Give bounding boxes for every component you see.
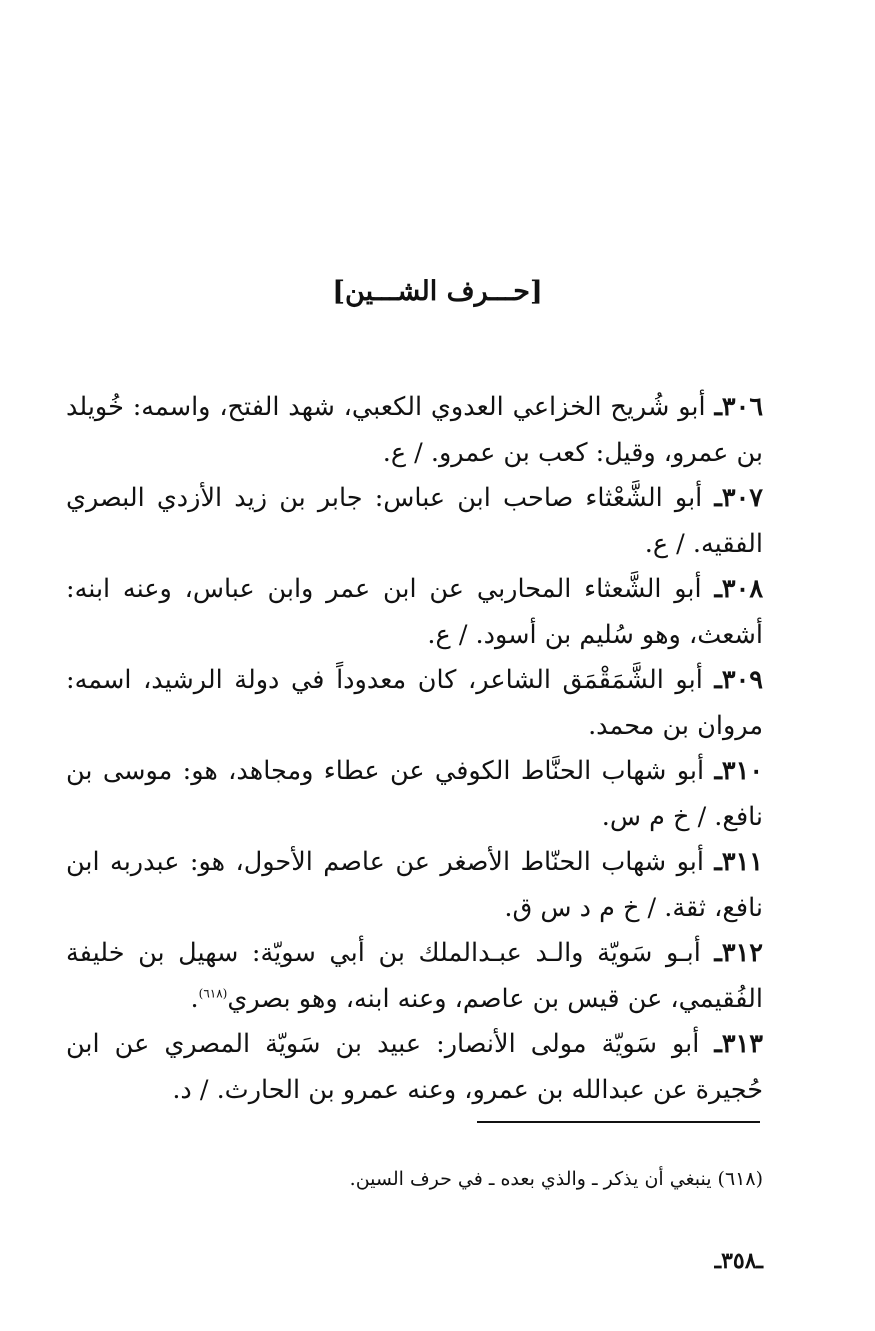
entry (66, 1022, 763, 1113)
entry-text: أبو الشَّعثاء المحاربي عن ابن عمر وابن عباس، وعنه ابنه: أشعث، وهو سُليم بن أسود. / ع. (66, 574, 763, 650)
page-number: ـ٣٥٨ـ (714, 1248, 763, 1274)
entry (66, 567, 763, 658)
entry-number: ٣١٢ـ (714, 938, 763, 968)
entry-number: ٣٠٨ـ (714, 574, 764, 604)
footnote: (٦١٨) ينبغي أن يذكر ـ والذي بعده ـ في حرف السين. (349, 1168, 763, 1190)
entry (66, 658, 763, 749)
entry-number: ٣٠٩ـ (714, 665, 763, 695)
entry-number: ٣١٠ـ (714, 756, 764, 786)
entry-text: أبو سَويّة مولى الأنصار: عبيد بن سَويّة المصري عن ابن حُجيرة عن عبدالله بن عمرو، وعنه عمرو بن الحارث. / د. (66, 1029, 763, 1105)
entry-text: أبو شهاب الحنّاط الأصغر عن عاصم الأحول، هو: عبدربه ابن نافع، ثقة. / خ م د س ق. (66, 847, 763, 923)
entry (66, 385, 763, 476)
entry (66, 840, 763, 931)
footnote-divider (477, 1121, 760, 1123)
entry (66, 749, 763, 840)
entry-text: أبو الشَّعْثاء صاحب ابن عباس: جابر بن زيد الأزدي البصري الفقيه. / ع. (66, 483, 763, 559)
entry (66, 931, 763, 1022)
entry-number: ٣٠٦ـ (714, 392, 764, 422)
entry-text: أبـو سَويّة والـد عبـدالملك بن أبي سويّة: سهيل بن خليفة الفُقيمي، عن قيس بن عاصم، وعنه ابنه، وهو بصري (66, 938, 763, 1014)
entry (66, 476, 763, 567)
entry-number: ٣١٣ـ (714, 1029, 763, 1059)
entries-list (66, 385, 763, 1113)
entry-tail: . (190, 983, 199, 1014)
entry-text: أبو شُريح الخزاعي العدوي الكعبي، شهد الفتح، واسمه: خُويلد بن عمرو، وقيل: كعب بن عمرو. / ع. (66, 392, 763, 468)
footnote-reference: (٦١٨) (198, 986, 228, 1000)
entry-text: أبو شهاب الحنَّاط الكوفي عن عطاء ومجاهد، هو: موسى بن نافع. / خ م س. (66, 756, 763, 832)
entry-text: أبو الشَّمَقْمَق الشاعر، كان معدوداً في دولة الرشيد، اسمه: مروان بن محمد. (66, 665, 763, 741)
entry-number: ٣٠٧ـ (714, 483, 763, 513)
entry-number: ٣١١ـ (714, 847, 763, 877)
section-heading: [حـــرف الشـــين] (332, 276, 543, 307)
